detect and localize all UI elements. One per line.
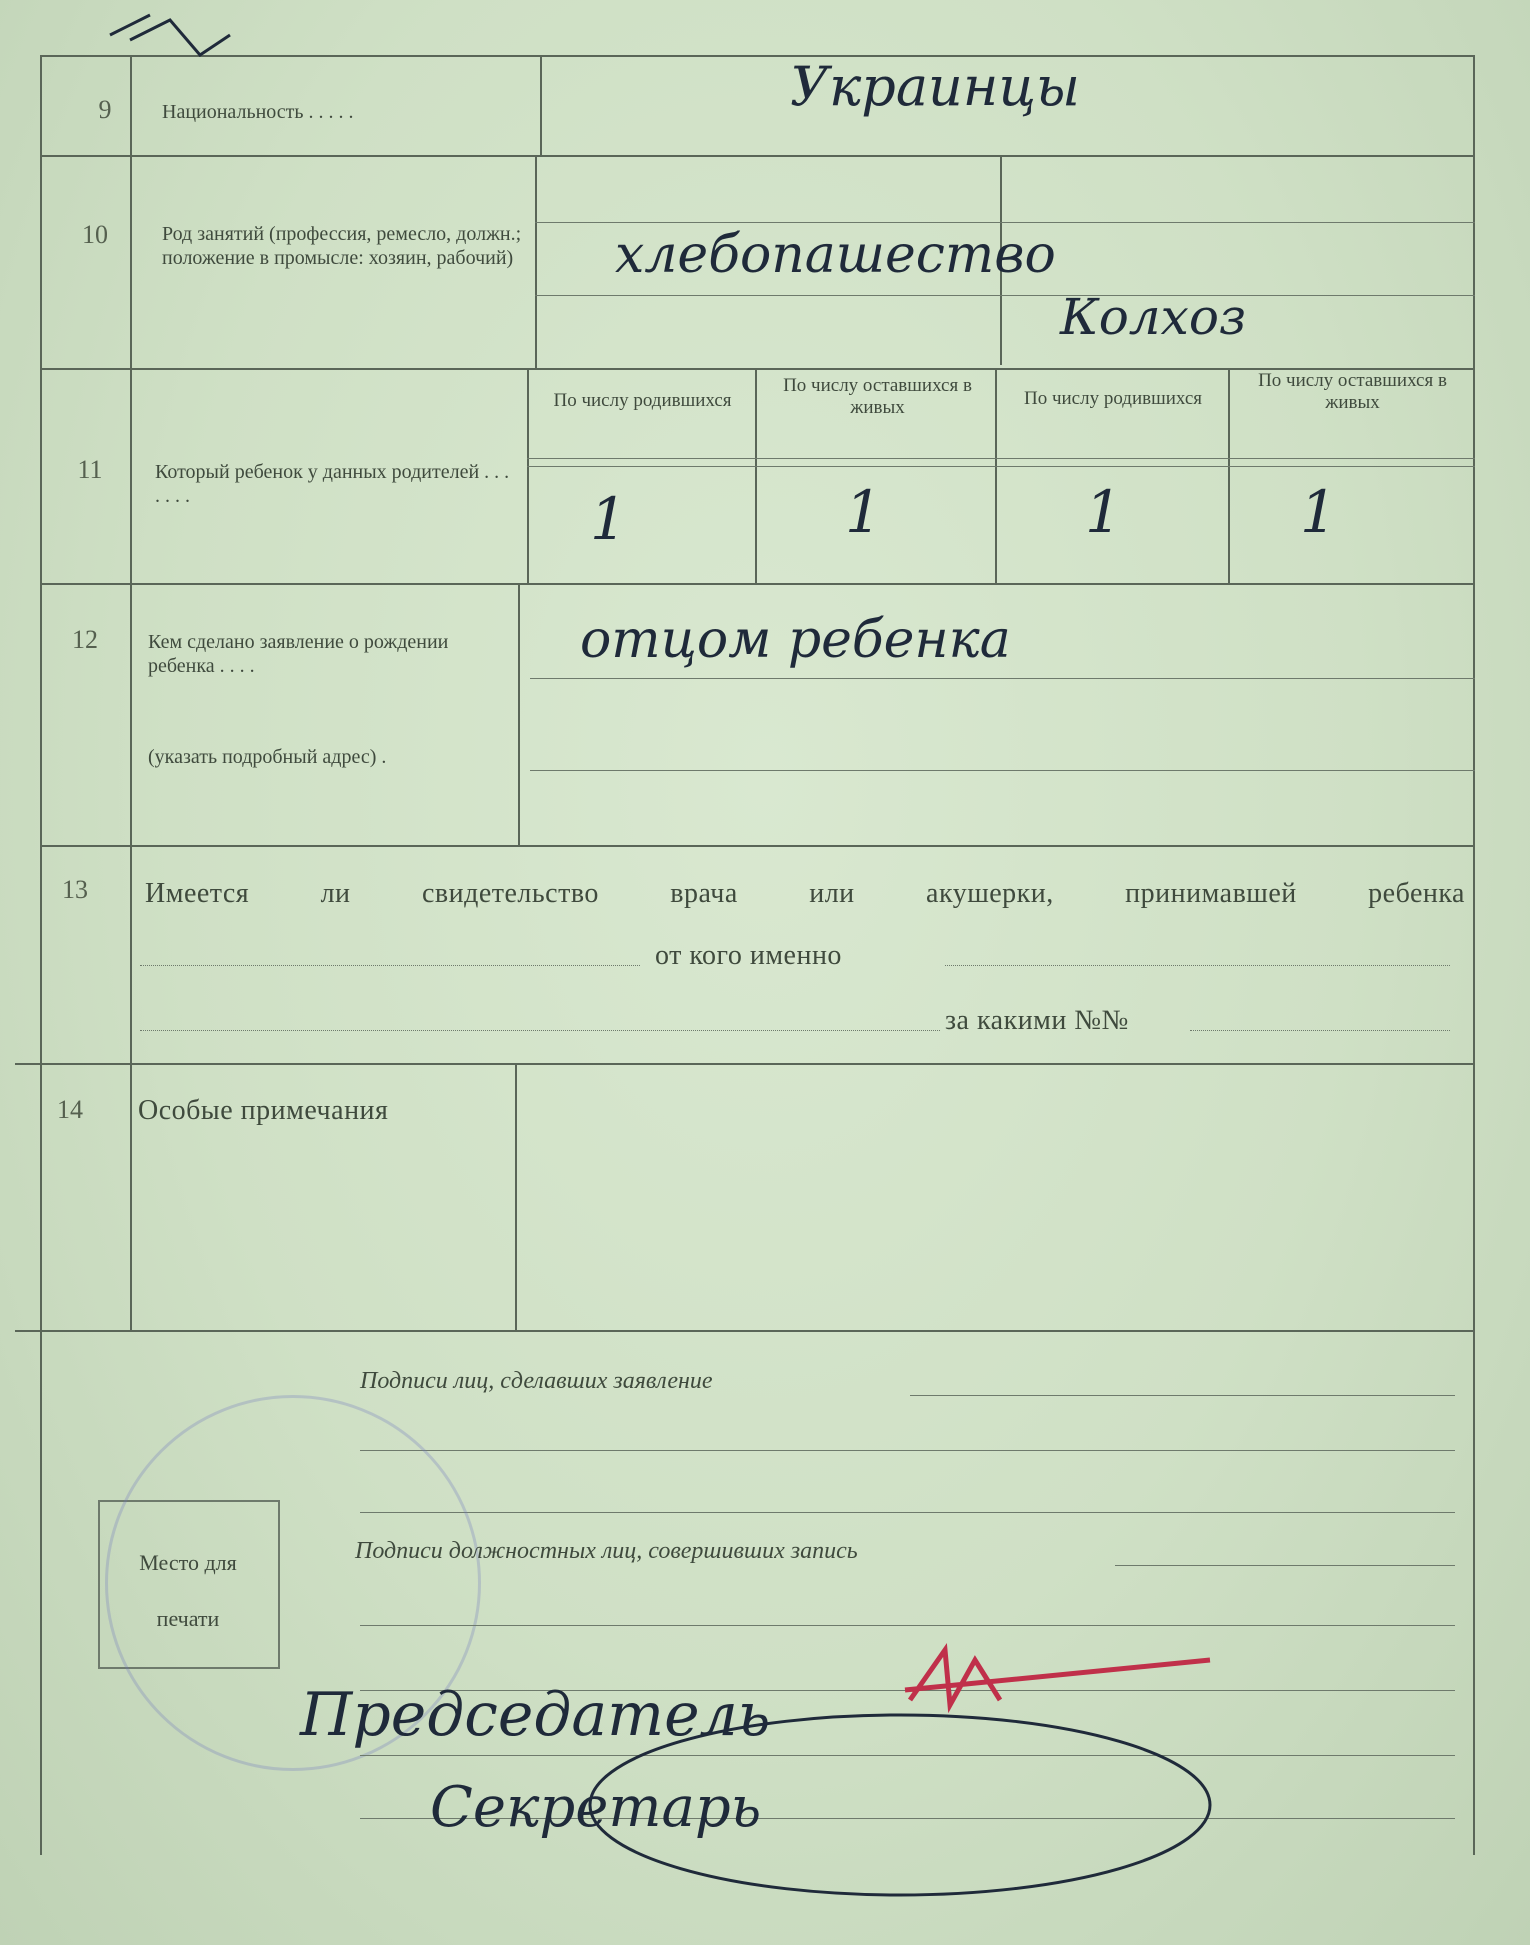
row9-label: Национальность . . . . .	[162, 101, 354, 123]
row13-number: 13	[62, 875, 88, 904]
applicants-signature-label: Подписи лиц, сделавших заявление	[360, 1368, 713, 1394]
row9-value: Украинцы	[790, 55, 1081, 118]
handwritten-signature-1: Председатель	[300, 1680, 771, 1750]
row12-label: Кем сделано заявление о рождении ребенка . . . .	[148, 631, 449, 677]
row12-number: 12	[72, 625, 98, 654]
row9-number: 9	[98, 95, 112, 124]
row10-value-2: Колхоз	[1060, 288, 1247, 346]
row12-value: отцом ребенка	[580, 610, 1011, 670]
red-ink-mark	[905, 1650, 1210, 1705]
row13-from-whom: от кого именно	[655, 940, 842, 971]
handwritten-signature-2: Секретарь	[430, 1775, 762, 1840]
row14-number: 14	[57, 1095, 83, 1124]
row11-col1-header: По числу родившихся	[553, 390, 732, 411]
row14-label: Особые примечания	[138, 1095, 389, 1126]
row11-value-4: 1	[1300, 478, 1337, 546]
row11-value-3: 1	[1085, 478, 1122, 546]
signature-oval	[590, 1715, 1210, 1895]
row13-numbers: за какими №№	[945, 1005, 1129, 1036]
row10-value: хлебопашество	[615, 225, 1056, 285]
row11-value-2: 1	[845, 478, 882, 546]
row13-text: Имеется ли свидетельство врача или акушерки, принимавшей ребенка	[145, 878, 1465, 909]
row11-value-1: 1	[590, 485, 627, 553]
officials-signature-label: Подписи должностных лиц, совершивших запись	[355, 1538, 858, 1564]
corner-scribble	[110, 15, 230, 55]
row11-label: Который ребенок у данных родителей . . . . . . .	[155, 461, 510, 507]
row10-number: 10	[82, 220, 108, 249]
row12-sub-label: (указать подробный адрес) .	[148, 746, 387, 768]
row11-col2-header: По числу оставшихся в живых	[783, 375, 972, 418]
stamp-place-label: Место для печати	[139, 1550, 237, 1631]
row11-col3-header: По числу родившихся	[1023, 388, 1203, 409]
row10-label: Род занятий (профессия, ремесло, должн.; положение в промысле: хозяин, рабочий)	[162, 223, 522, 269]
row11-number: 11	[77, 455, 103, 484]
row11-col4-header: По числу оставшихся в живых	[1258, 370, 1447, 413]
